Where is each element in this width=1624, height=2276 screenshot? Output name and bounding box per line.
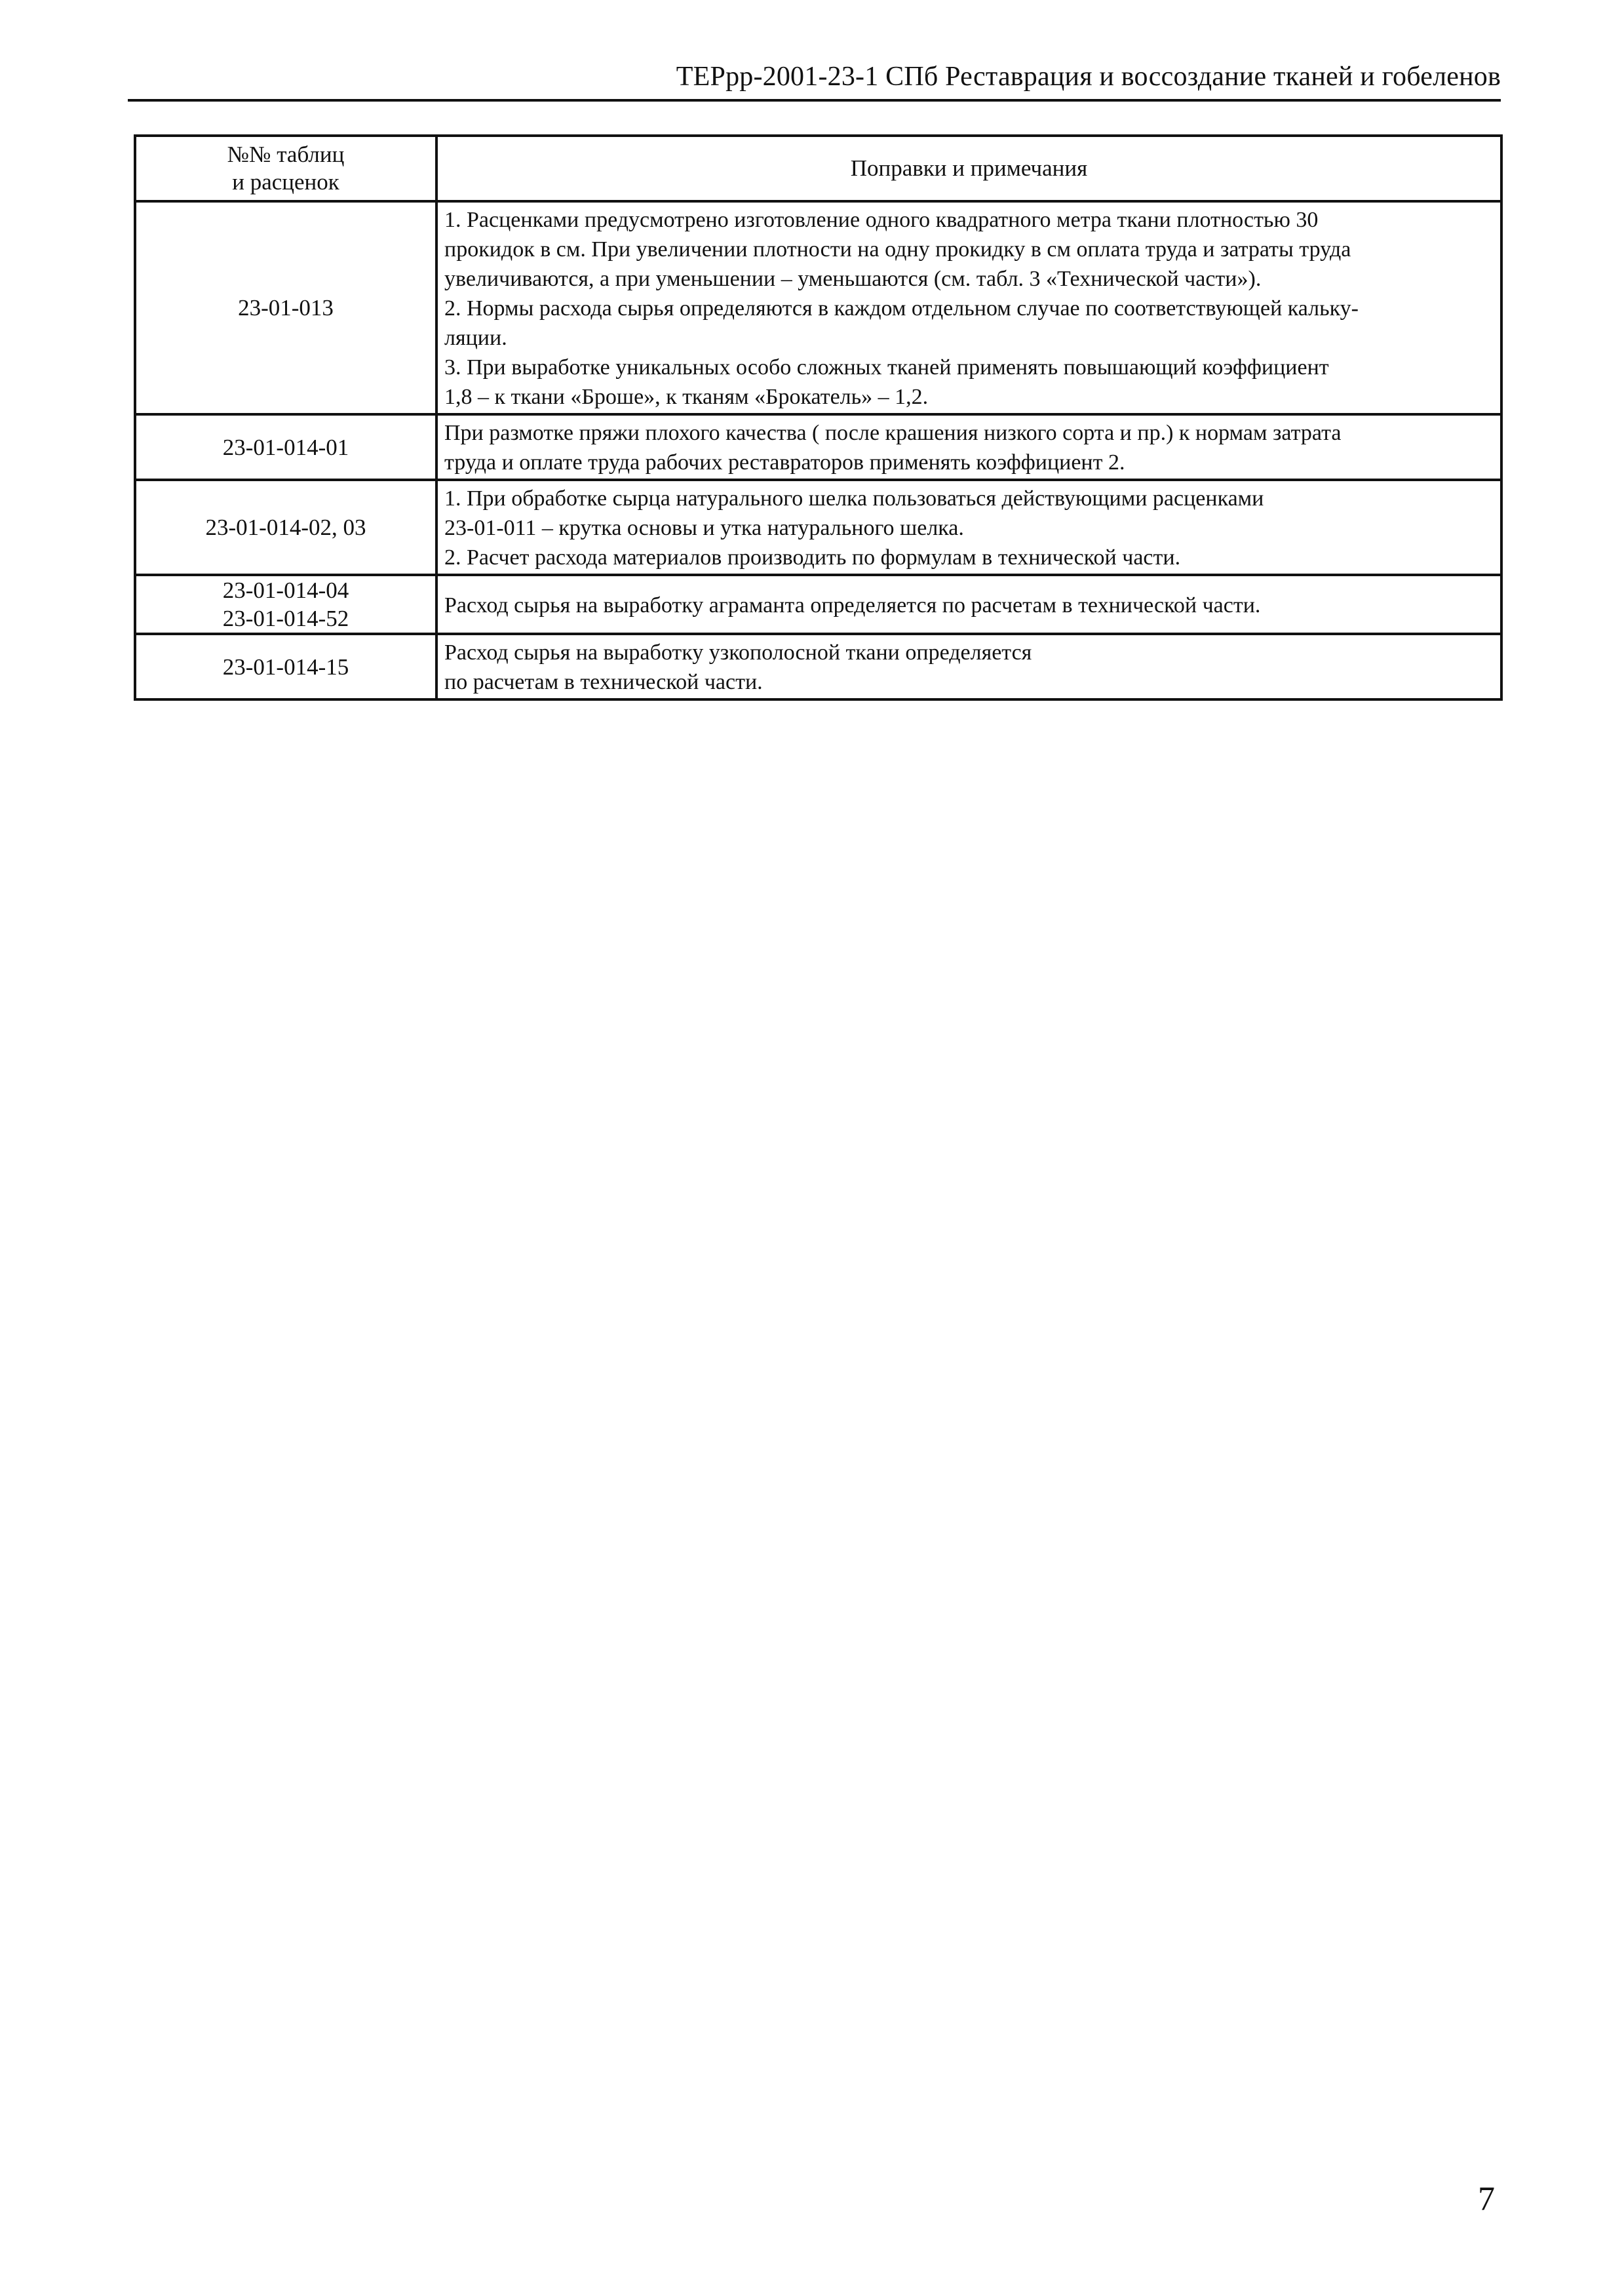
code-text: 23-01-013 xyxy=(238,295,334,321)
note-line: 2. Нормы расхода сырья определяются в каждом отдельном случае по соответствующей кальку- xyxy=(444,296,1359,321)
code-text: 23-01-014-15 xyxy=(222,654,349,680)
notes-cell xyxy=(436,480,1501,575)
code-cell xyxy=(135,201,436,414)
note-line: 1. При обработке сырца натурального шелка пользоваться действующими расценками xyxy=(444,486,1264,511)
code-text: 23-01-014-02, 03 xyxy=(205,515,366,540)
notes-cell xyxy=(436,201,1501,414)
note-line: 23-01-011 – крутка основы и утка натурального шелка. xyxy=(444,516,964,540)
page-number: 7 xyxy=(1478,2180,1495,2218)
notes-cell xyxy=(436,414,1501,480)
note-line: 2. Расчет расхода материалов производить по формулам в технической части. xyxy=(444,545,1181,570)
header-notes-label: Поправки и примечания xyxy=(850,155,1088,181)
note-line: 1,8 – к ткани «Броше», к тканям «Брокатель» – 1,2. xyxy=(444,385,929,409)
code-cell xyxy=(135,414,436,480)
code-cell xyxy=(135,575,436,634)
note-line: увеличиваются, а при уменьшении – уменьшаются (см. табл. 3 «Технической части»). xyxy=(444,267,1262,291)
note-line: по расчетам в технической части. xyxy=(444,670,763,694)
running-header xyxy=(128,56,1501,102)
notes-cell xyxy=(436,634,1501,699)
table-row xyxy=(135,414,1501,480)
note-line: ляции. xyxy=(444,326,507,350)
note-line: Расход сырья на выработку узкополосной ткани определяется xyxy=(444,640,1032,665)
header-cell-notes xyxy=(436,136,1501,201)
note-line: При размотке пряжи плохого качества ( после крашения низкого сорта и пр.) к нормам затрата xyxy=(444,421,1342,445)
notes-cell xyxy=(436,575,1501,634)
note-line: труда и оплате труда рабочих реставраторов применять коэффициент 2. xyxy=(444,450,1125,475)
code-text: 23-01-014-52 xyxy=(222,606,349,631)
table-row xyxy=(135,480,1501,575)
corrections-table xyxy=(134,134,1503,701)
code-text: 23-01-014-04 xyxy=(222,578,349,603)
table-row xyxy=(135,201,1501,414)
header-codes-line-1: №№ таблиц xyxy=(227,142,345,167)
header-cell-codes xyxy=(135,136,436,201)
code-text: 23-01-014-01 xyxy=(222,434,349,460)
table-row xyxy=(135,575,1501,634)
code-cell xyxy=(135,634,436,699)
note-line: прокидок в см. При увеличении плотности на одну прокидку в см оплата труда и затраты труда xyxy=(444,237,1351,262)
table-header-row xyxy=(135,136,1501,201)
note-line: Расход сырья на выработку аграманта определяется по расчетам в технической части. xyxy=(444,593,1261,618)
document-title: ТЕРрр-2001-23-1 СПб Реставрация и воссоздание тканей и гобеленов xyxy=(676,62,1501,92)
table-row xyxy=(135,634,1501,699)
header-codes-line-2: и расценок xyxy=(232,169,339,195)
note-line: 1. Расценками предусмотрено изготовление одного квадратного метра ткани плотностью 30 xyxy=(444,208,1319,232)
note-line: 3. При выработке уникальных особо сложных тканей применять повышающий коэффициент xyxy=(444,355,1329,380)
code-cell xyxy=(135,480,436,575)
